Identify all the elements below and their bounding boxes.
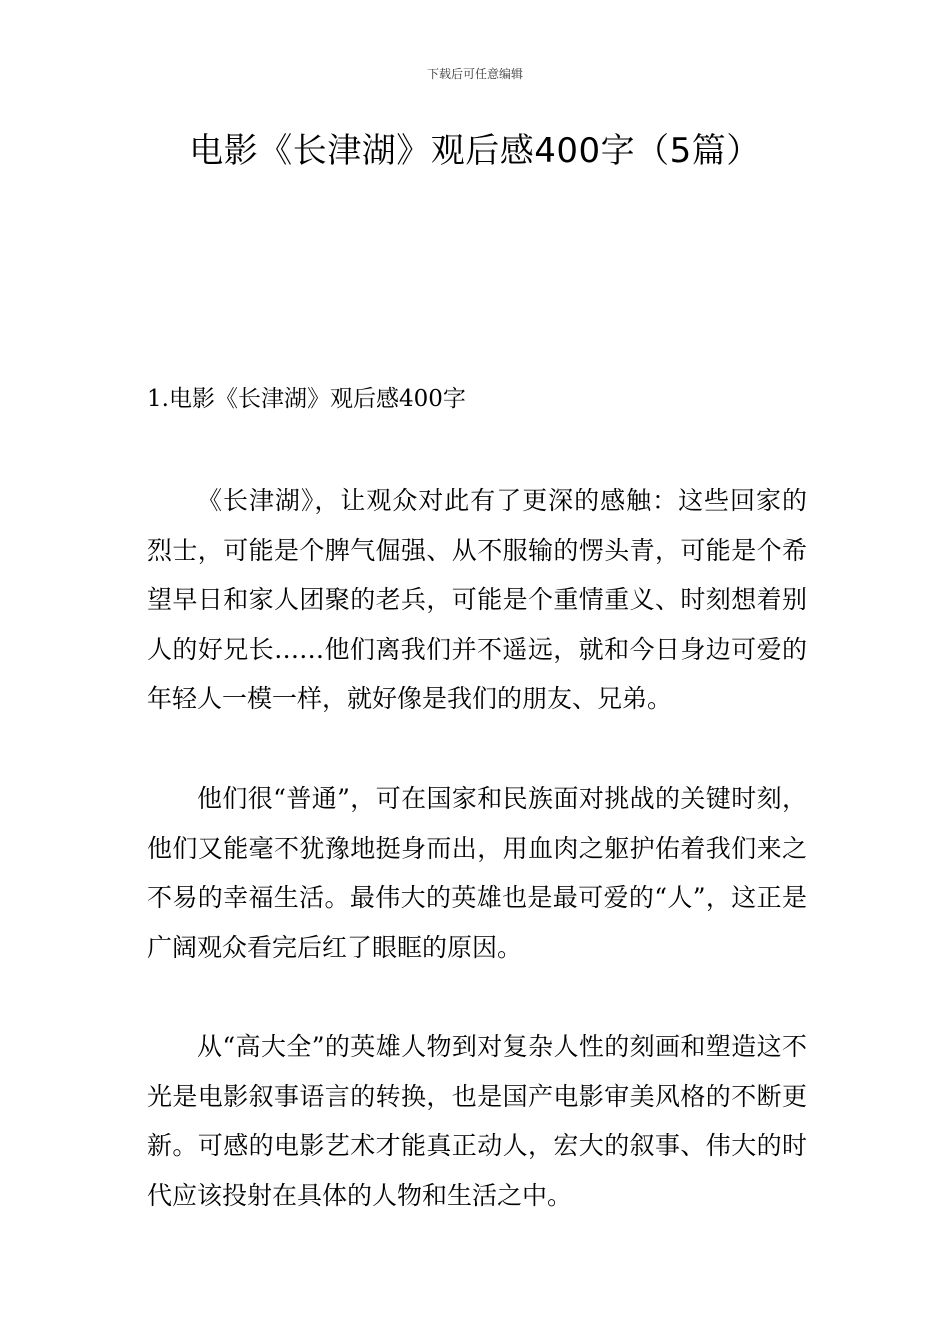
paragraph-1: 《长津湖》，让观众对此有了更深的感触：这些回家的烈士，可能是个脾气倔强、从不服输的愣头青，可能是个希望早日和家人团聚的老兵，可能是个重情重义、时刻想着别人的好兄长……他们离我们并不遥远，就和今日身边可爱的年轻人一模一样，就好像是我们的朋友、兄弟。 (147, 486, 807, 713)
document-title: 电影《长津湖》观后感400字（5篇） (189, 131, 761, 171)
paragraph-2: 他们很“普通”，可在国家和民族面对挑战的关键时刻，他们又能毫不犹豫地挺身而出，用血肉之躯护佑着我们来之不易的幸福生活。最伟大的英雄也是最可爱的“人”，这正是广阔观众看完后红了眼眶的原因。 (147, 784, 807, 962)
header-note: 下载后可任意编辑 (426, 67, 523, 81)
paragraph-3: 从“高大全”的英雄人物到对复杂人性的刻画和塑造这不光是电影叙事语言的转换，也是国产电影审美风格的不断更新。可感的电影艺术才能真正动人，宏大的叙事、伟大的时代应该投射在具体的人物和生活之中。 (147, 1032, 807, 1210)
section-heading: 1.电影《长津湖》观后感400字 (147, 386, 466, 412)
